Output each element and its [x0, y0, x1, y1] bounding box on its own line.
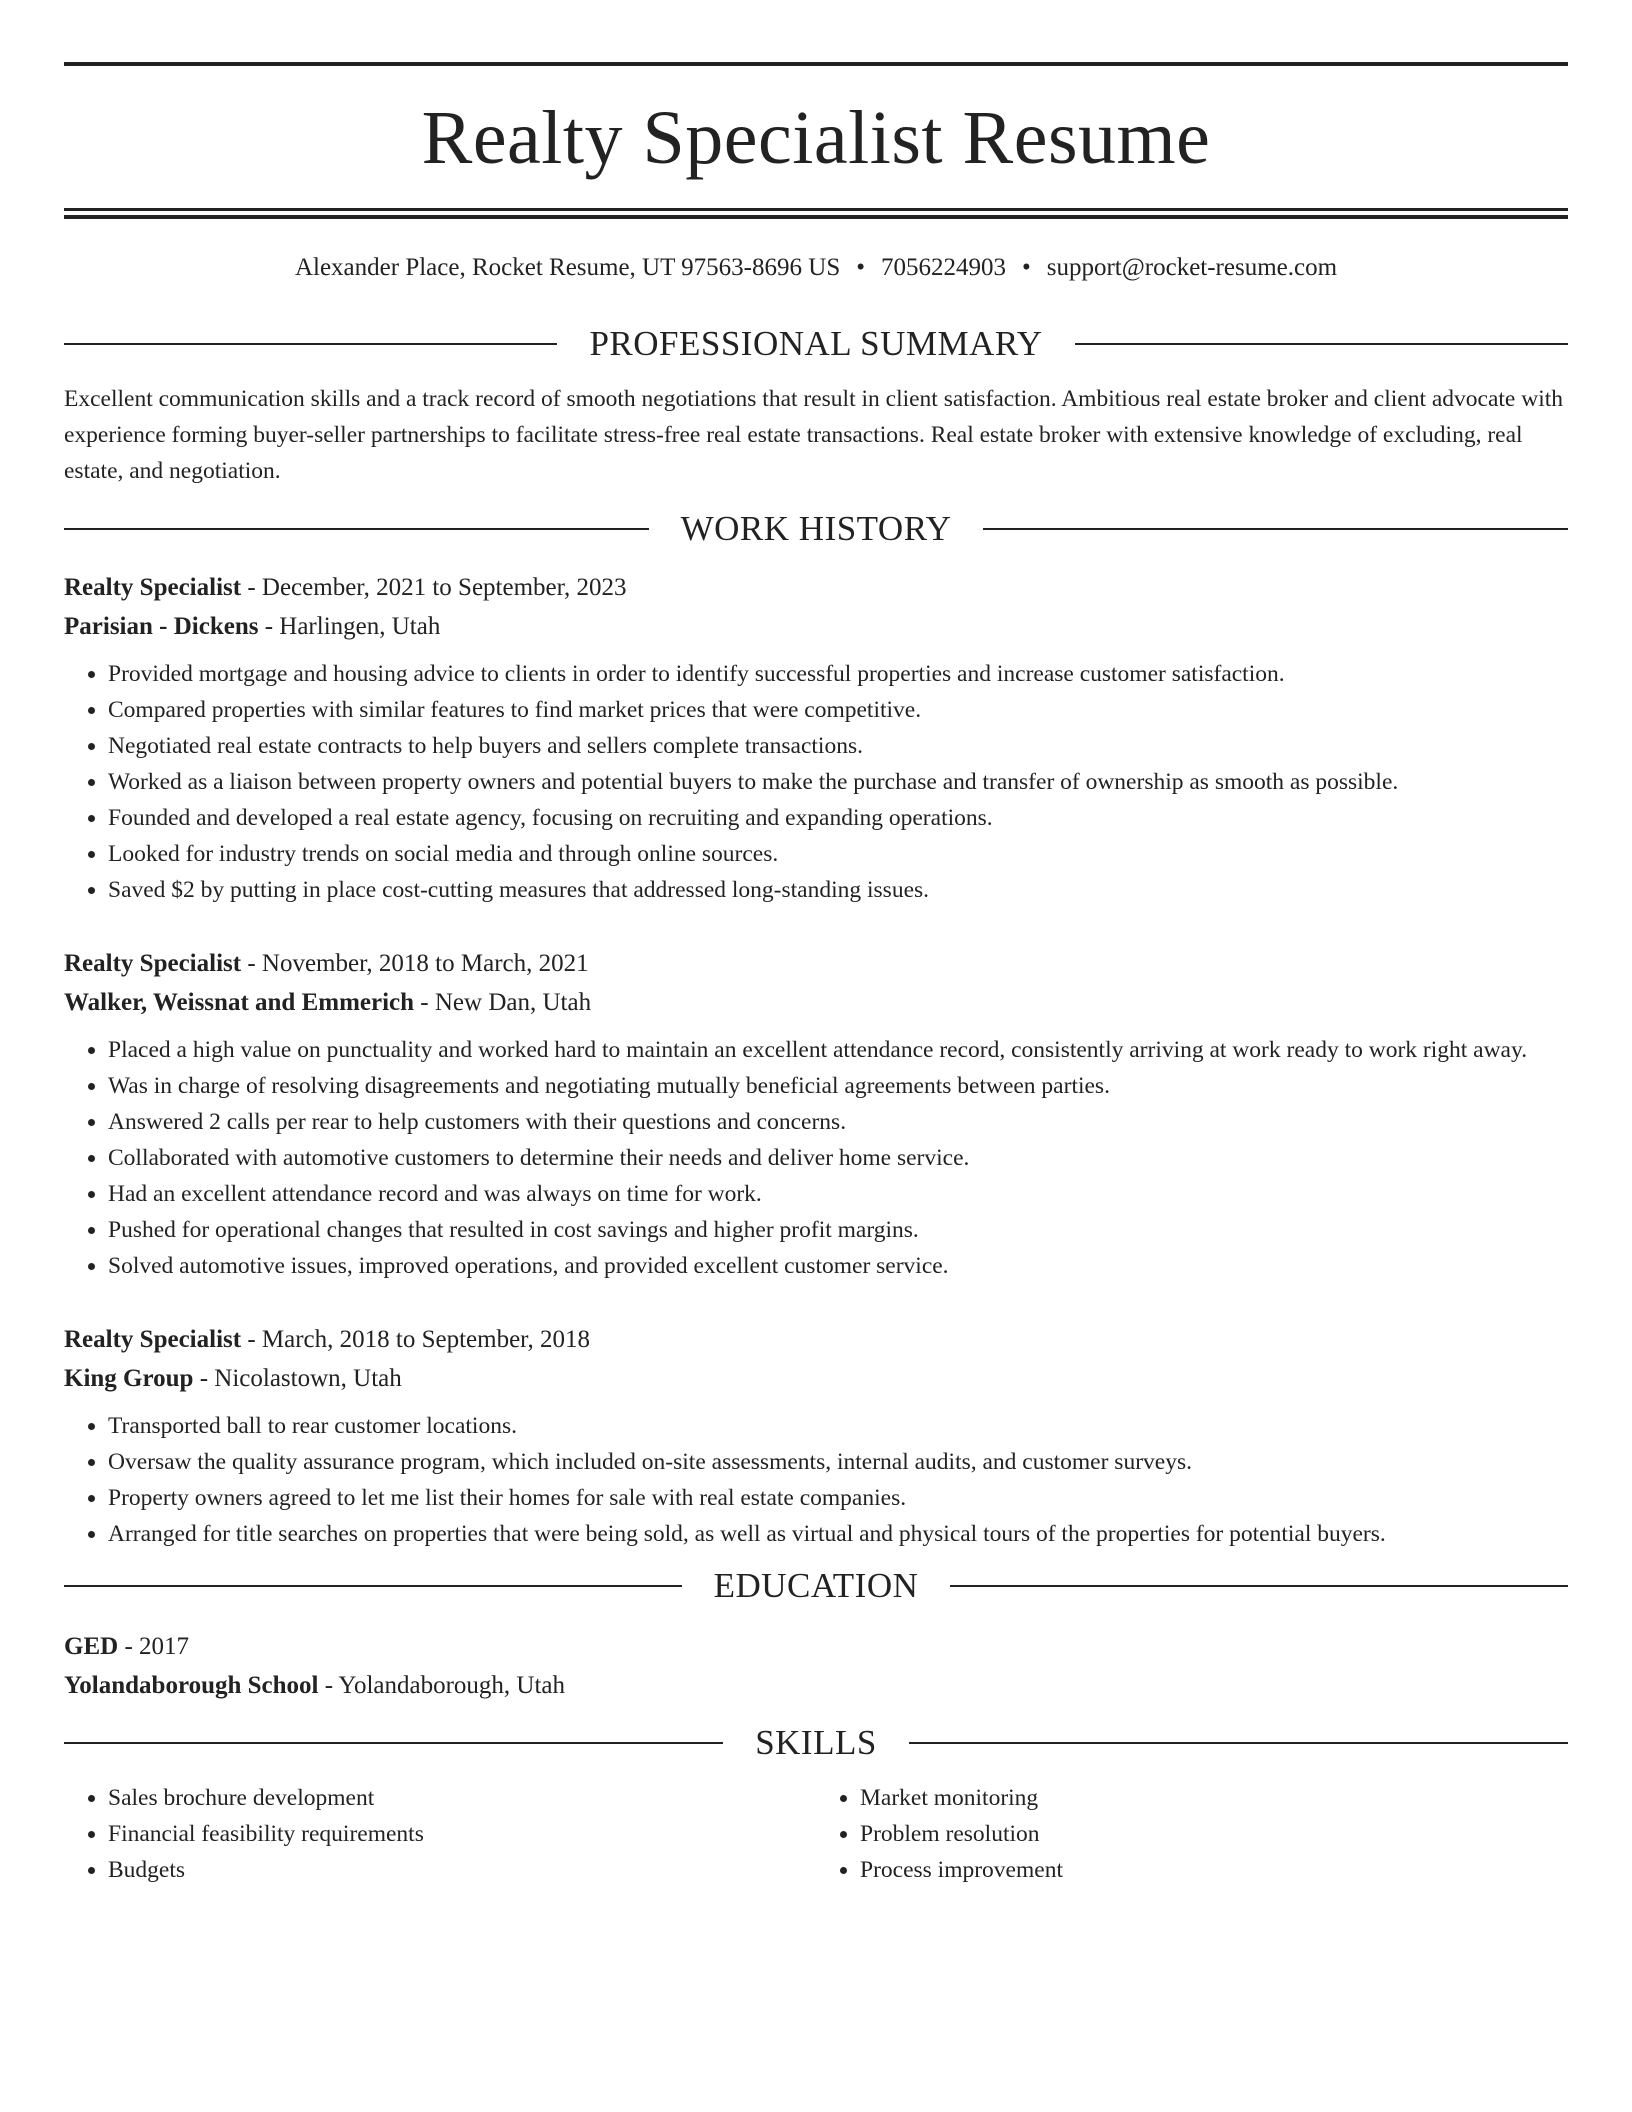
heading-rule	[64, 343, 557, 345]
contact-separator: •	[856, 254, 865, 281]
job-title: Realty Specialist	[64, 574, 242, 601]
contact-phone: 7056224903	[880, 254, 1006, 281]
job-bullet: • Property owners agreed to let me list their homes for sale with real estate companies.	[108, 1480, 1568, 1516]
job-title: Realty Specialist	[64, 950, 242, 977]
job-title-line	[64, 568, 1568, 607]
job-title-line	[64, 1320, 1568, 1359]
job-entry	[64, 1320, 1568, 1552]
contact-line	[64, 255, 1568, 280]
job-bullet: • Arranged for title searches on properties that were being sold, as well as virtual and physical tours of the properties for potential buyers.	[108, 1516, 1568, 1552]
skill-item: • Financial feasibility requirements	[108, 1816, 816, 1852]
job-dates: - December, 2021 to September, 2023	[241, 574, 627, 601]
work-history-heading-label: WORK HISTORY	[680, 509, 952, 548]
education-school: Yolandaborough School	[64, 1672, 319, 1699]
summary-text: Excellent communication skills and a track record of smooth negotiations that result in client satisfaction. Ambitious real estate broker and client advocate with experience forming buyer-seller partnerships to facilitate stress-free real estate transactions. Real estate broker with extensive knowledge of excluding, real estate, and negotiation.	[64, 386, 1563, 484]
job-bullet: • Saved $2 by putting in place cost-cutting measures that addressed long-standing issues.	[108, 872, 1568, 908]
summary-heading	[64, 326, 1568, 361]
job-bullets	[64, 1408, 1568, 1552]
job-bullet: • Oversaw the quality assurance program, which included on-site assessments, internal audits, and customer surveys.	[108, 1444, 1568, 1480]
skill-item: • Process improvement	[860, 1852, 1568, 1888]
job-company: King Group	[64, 1365, 194, 1392]
job-bullet: • Collaborated with automotive customers to determine their needs and deliver home service.	[108, 1140, 1568, 1176]
skills-heading	[64, 1725, 1568, 1760]
top-rule	[64, 62, 1568, 66]
heading-rule	[950, 1585, 1568, 1587]
job-bullets	[64, 1032, 1568, 1284]
contact-email: support@rocket-resume.com	[1046, 254, 1338, 281]
job-bullets	[64, 656, 1568, 908]
job-bullet: • Pushed for operational changes that resulted in cost savings and higher profit margins.	[108, 1212, 1568, 1248]
heading-rule	[64, 1742, 723, 1744]
job-bullet: • Looked for industry trends on social media and through online sources.	[108, 836, 1568, 872]
title-double-rule	[64, 208, 1568, 219]
heading-rule	[983, 528, 1568, 530]
education-year: - 2017	[118, 1633, 190, 1660]
contact-address: Alexander Place, Rocket Resume, UT 97563-8696 US	[294, 254, 841, 281]
job-location: - New Dan, Utah	[414, 989, 592, 1016]
skill-item: • Budgets	[108, 1852, 816, 1888]
job-location: - Nicolastown, Utah	[193, 1365, 402, 1392]
education-entry	[64, 1627, 1568, 1705]
skill-item: • Problem resolution	[860, 1816, 1568, 1852]
job-bullet: • Transported ball to rear customer locations.	[108, 1408, 1568, 1444]
skills-right-list	[816, 1780, 1568, 1888]
skills-columns	[64, 1780, 1568, 1888]
job-title: Realty Specialist	[64, 1326, 242, 1353]
education-location: - Yolandaborough, Utah	[318, 1672, 566, 1699]
job-bullet: • Was in charge of resolving disagreements and negotiating mutually beneficial agreements between parties.	[108, 1068, 1568, 1104]
work-history-heading	[64, 511, 1568, 546]
heading-rule	[909, 1742, 1568, 1744]
contact-separator: •	[1021, 254, 1031, 281]
job-bullet: • Founded and developed a real estate agency, focusing on recruiting and expanding operations.	[108, 800, 1568, 836]
skill-item: • Sales brochure development	[108, 1780, 816, 1816]
job-bullet: • Had an excellent attendance record and was always on time for work.	[108, 1176, 1568, 1212]
heading-rule	[64, 1585, 682, 1587]
job-dates: - March, 2018 to September, 2018	[241, 1326, 591, 1353]
job-bullet: • Negotiated real estate contracts to help buyers and sellers complete transactions.	[108, 728, 1568, 764]
job-bullet: • Solved automotive issues, improved operations, and provided excellent customer service.	[108, 1248, 1568, 1284]
job-location: - Harlingen, Utah	[258, 613, 441, 640]
resume-title: Realty Specialist Resume	[421, 96, 1211, 180]
job-bullet: • Answered 2 calls per rear to help customers with their questions and concerns.	[108, 1104, 1568, 1140]
job-company-line	[64, 1359, 1568, 1398]
job-dates: - November, 2018 to March, 2021	[241, 950, 589, 977]
skills-left-list	[64, 1780, 816, 1888]
job-company-line	[64, 607, 1568, 646]
job-company: Walker, Weissnat and Emmerich	[64, 989, 415, 1016]
heading-rule	[1075, 343, 1568, 345]
education-school-line	[64, 1666, 1568, 1705]
education-degree: GED	[64, 1633, 119, 1660]
skill-item: • Market monitoring	[860, 1780, 1568, 1816]
job-bullet: • Provided mortgage and housing advice to clients in order to identify successful properties and increase customer satisfaction.	[108, 656, 1568, 692]
job-company: Parisian - Dickens	[64, 613, 259, 640]
job-title-line	[64, 944, 1568, 983]
job-company-line	[64, 983, 1568, 1022]
job-entry	[64, 568, 1568, 908]
education-heading	[64, 1568, 1568, 1603]
summary-heading-label: PROFESSIONAL SUMMARY	[589, 324, 1043, 363]
education-degree-line	[64, 1627, 1568, 1666]
education-heading-label: EDUCATION	[713, 1566, 919, 1605]
job-entry	[64, 944, 1568, 1284]
job-bullet: • Compared properties with similar features to find market prices that were competitive.	[108, 692, 1568, 728]
job-bullet: • Placed a high value on punctuality and worked hard to maintain an excellent attendance record, consistently arriving at work ready to work right away.	[108, 1032, 1568, 1068]
job-bullet: • Worked as a liaison between property owners and potential buyers to make the purchase and transfer of ownership as smooth as possible.	[108, 764, 1568, 800]
heading-rule	[64, 528, 649, 530]
skills-heading-label: SKILLS	[755, 1723, 877, 1762]
